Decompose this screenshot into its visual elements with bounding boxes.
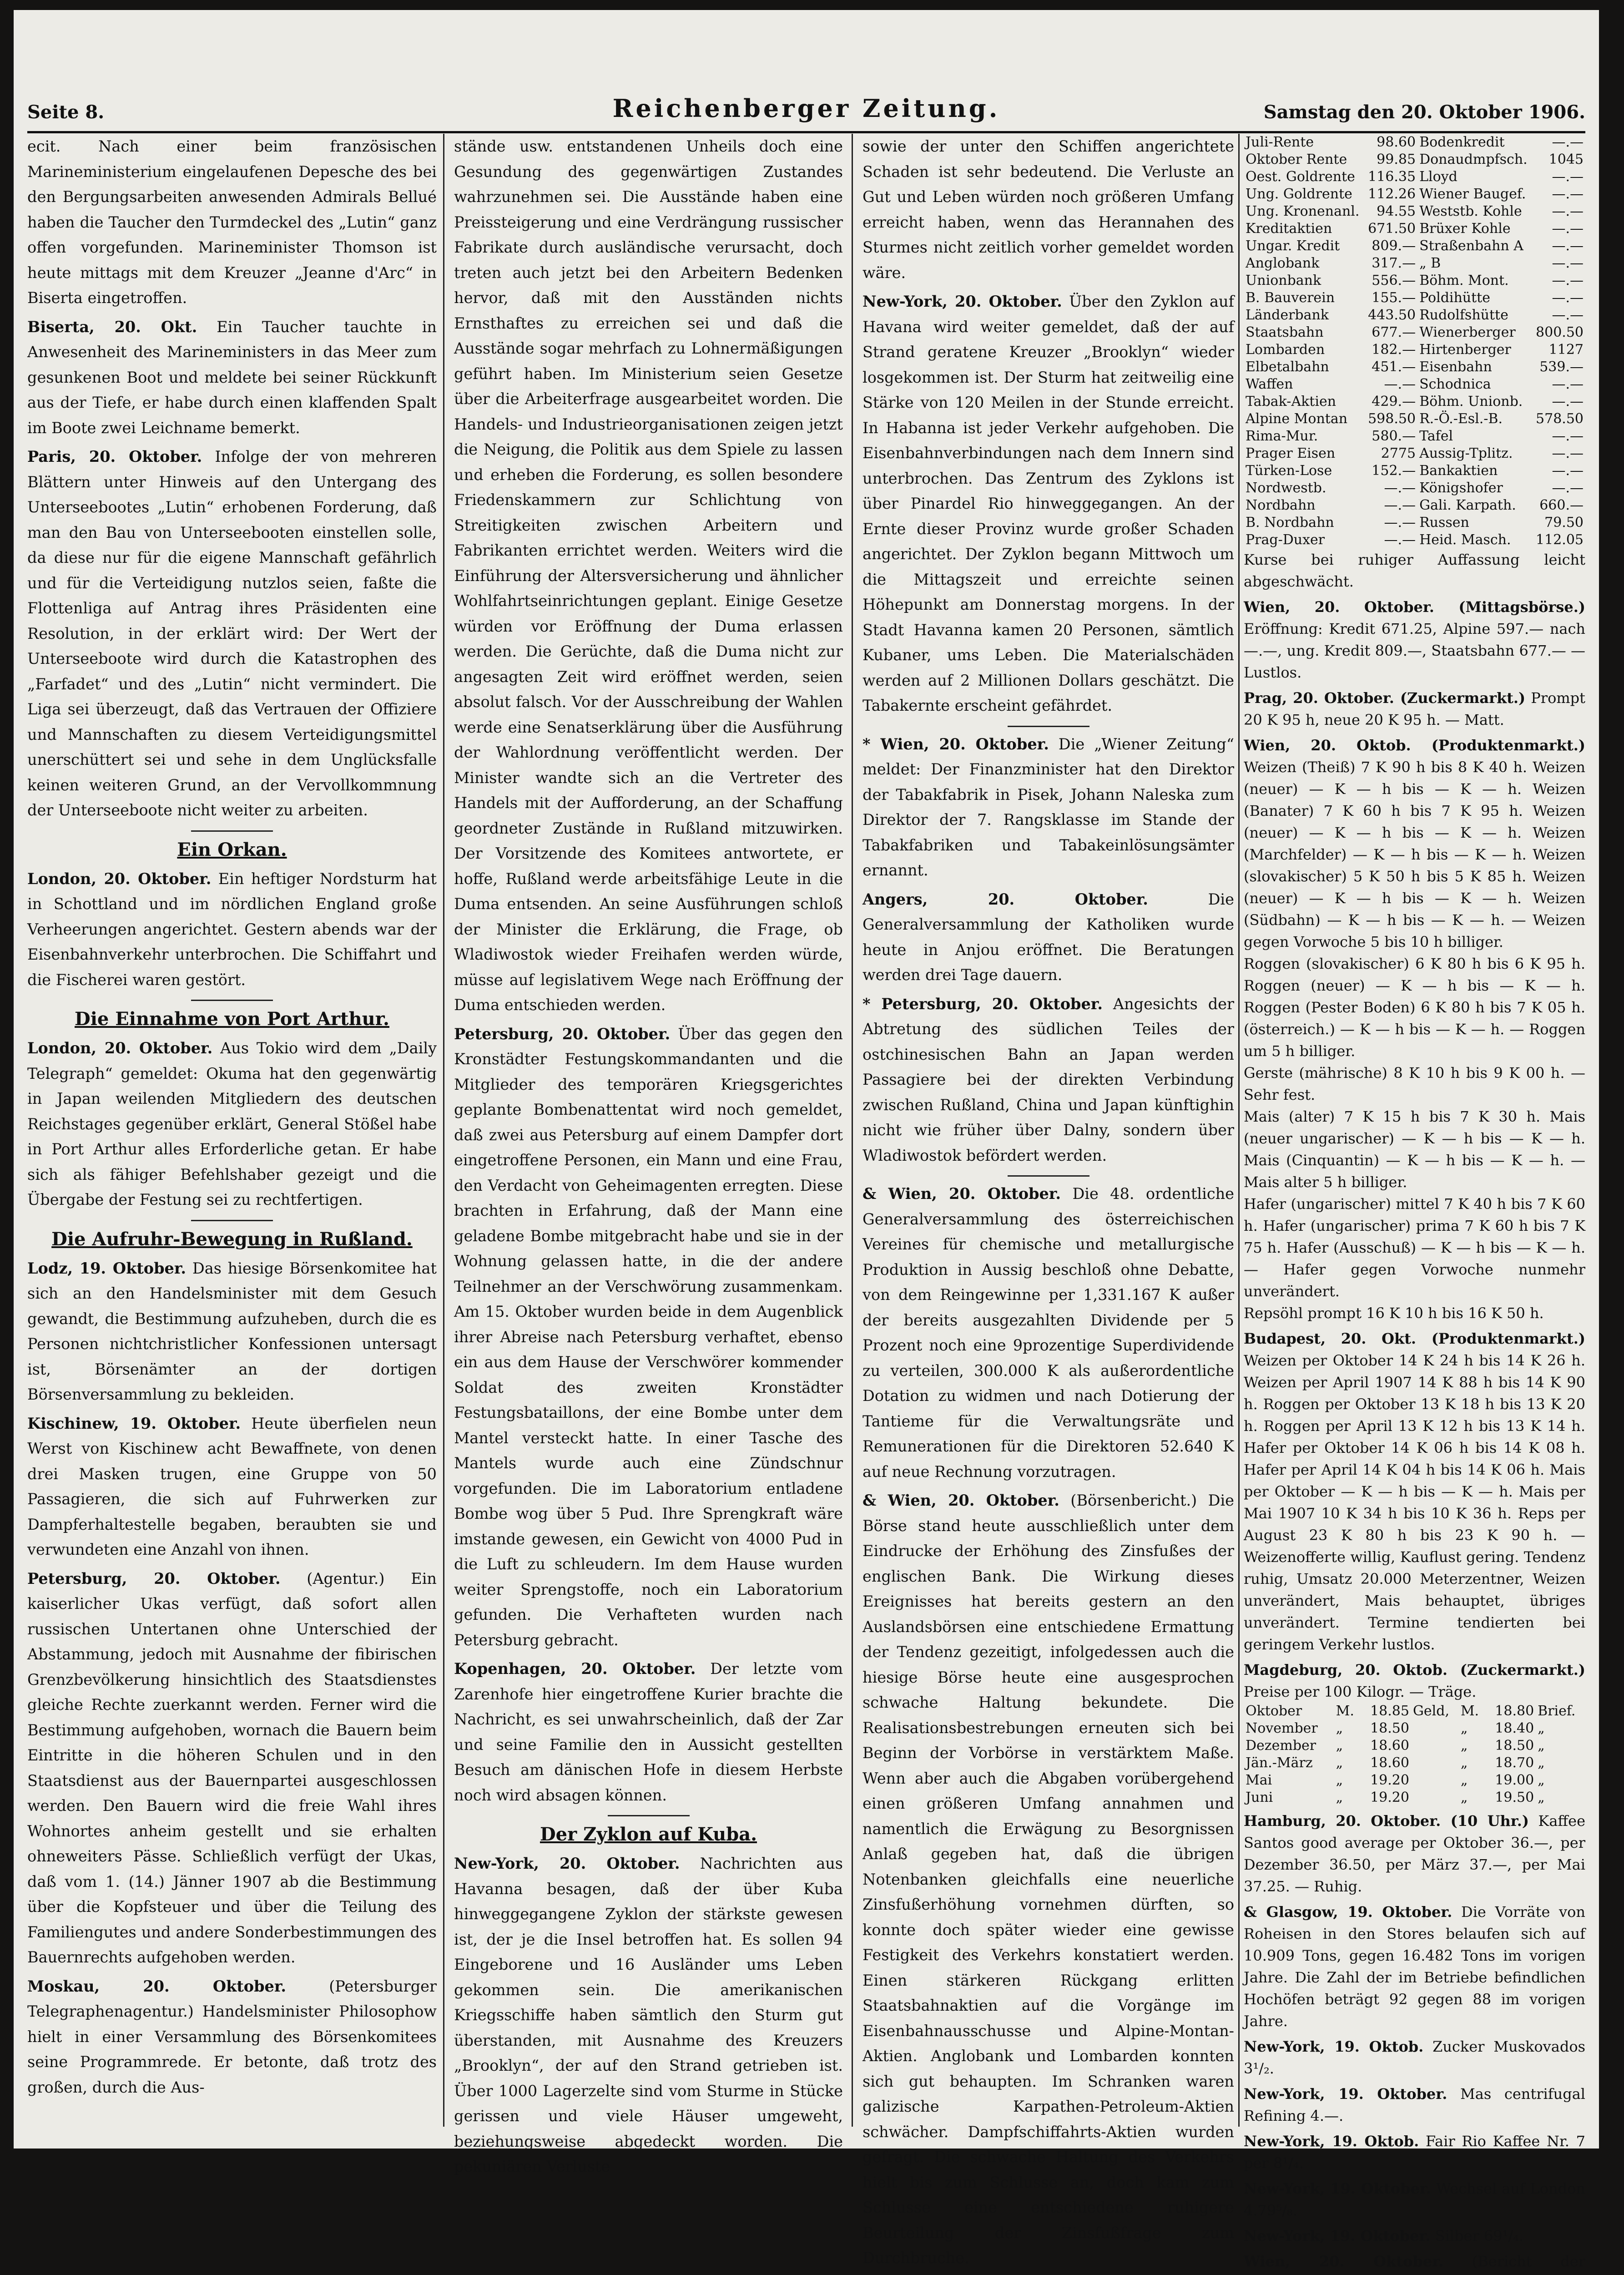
column-rule: [852, 134, 853, 2127]
table-cell: Unionbank: [1244, 272, 1365, 289]
table-row: [1244, 168, 1585, 186]
news-item: New-York, 20. Oktober. Nachrichten aus Havanna besagen, daß der über Kuba hinweggegangene Zyklon der stärkste gewesen ist, der je die Insel betroffen hat. Es sollen 94 Eingeborene und 16 Ausländer ums Leben gekommen sein. Die amerikanischen Kriegsschiffe haben sämtlich den Sturm gut überstanden, mit Ausnahme des Kreuzers „Brooklyn“, der auf den Strand getrieben ist. Über 1000 Lagerzelte sind vom Sturme in Stücke gerissen und viele Häuser umgeweht, beziehungsweise abgedeckt worden. Die pekuniären Verluste: [454, 1851, 843, 2179]
table-cell: Juni: [1244, 1789, 1334, 1806]
table-cell: Jän.-März: [1244, 1754, 1334, 1772]
table-row: [1244, 1789, 1585, 1806]
table-cell: 112.05: [1533, 531, 1585, 549]
table-cell: Geld,: [1411, 1703, 1459, 1720]
dateline: Moskau, 20. Oktober.: [27, 1977, 286, 1995]
table-cell: M.: [1459, 1703, 1485, 1720]
table-cell: Bodenkredit: [1417, 134, 1533, 151]
table-cell: 556.—: [1365, 272, 1417, 289]
column-rule: [443, 134, 444, 2127]
table-cell: R.-Ö.-Esl.-B.: [1417, 410, 1533, 428]
section-heading: Die Aufruhr-Bewegung in Rußland.: [27, 1227, 437, 1252]
separator: [191, 830, 273, 832]
table-cell: —.—: [1533, 480, 1585, 497]
news-item: London, 20. Oktober. Ein heftiger Nordsturm hat in Schottland und im nördlichen England große Verheerungen angerichtet. Gestern abends war der Eisenbahnverkehr unterbrochen. Die Schiffahrt und die Fischerei waren gestört.: [27, 866, 437, 993]
table-cell: —.—: [1533, 445, 1585, 462]
table-cell: Länderbank: [1244, 307, 1365, 324]
table-cell: 182.—: [1365, 341, 1417, 359]
table-cell: —.—: [1533, 289, 1585, 307]
table-cell: 429.—: [1365, 393, 1417, 410]
table-cell: „: [1536, 1754, 1585, 1772]
page-header: [27, 90, 1585, 133]
table-cell: 578.50: [1533, 410, 1585, 428]
separator: [191, 1220, 273, 1221]
article-paragraph: sowie der unter den Schiffen angerichtete Schaden ist sehr bedeutend. Die Verluste an Gut und Leben würden noch größeren Umfang erreicht haben, wenn das Herannahen des Sturmes nicht zeitlich vorher gemeldet worden wäre.: [862, 134, 1234, 285]
table-cell: Weststb. Kohle: [1417, 203, 1533, 220]
table-row: [1244, 272, 1585, 289]
issue-date: Samstag den 20. Oktober 1906.: [1264, 101, 1585, 123]
table-cell: 152.—: [1365, 462, 1417, 480]
table-row: [1244, 186, 1585, 203]
table-cell: 443.50: [1365, 307, 1417, 324]
dateline: London, 20. Oktober.: [27, 870, 211, 888]
table-row: [1244, 1703, 1585, 1720]
market-report: New-York, 19. Oktob. Zucker Muskovados 3¹/₂.: [1244, 2036, 1585, 2079]
table-cell: [1411, 1754, 1459, 1772]
table-row: [1244, 1754, 1585, 1772]
column-4: [1244, 134, 1585, 2127]
table-cell: Türken-Lose: [1244, 462, 1365, 480]
table-cell: Gali. Karpath.: [1417, 497, 1533, 514]
table-cell: —.—: [1365, 480, 1417, 497]
market-report: Roggen (slovakischer) 6 K 80 h bis 6 K 95 h. Roggen (neuer) — K — h bis — K — h. Roggen (Pester Boden) 6 K 80 h bis 7 K 05 h. (österreich.) — K — h bis — K — h. — Roggen um 5 h billiger.: [1244, 953, 1585, 1062]
table-cell: Oktober Rente: [1244, 151, 1365, 168]
article-paragraph: stände usw. entstandenen Unheils doch eine Gesundung des gegenwärtigen Zustandes wahrzunehmen sei. Die Ausstände haben eine Preissteigerung und eine Verdrängung russischer Fabrikate durch ausländische verursacht, doch treten auch jetzt bei den Arbeitern Bedenken hervor, daß mit den Ausständen nichts Ernsthaftes zu erreichen sei und daß die Ausstände sogar mehrfach zu Lohnermäßigungen geführt haben. Im Ministerium seien Gesetze über die Arbeiterfrage ausgearbeitet worden. Die Handels- und Industrieorganisationen zeigen jetzt die Neigung, die Politik aus dem Spiele zu lassen und erheben die Forderung, es sollen besondere Friedenskammern zur Schlichtung von Streitigkeiten zwischen Arbeitern und Fabrikanten errichtet werden. Weiters wird die Einführung der Altersversicherung und ähnlicher Wohlfahrtseinrichtungen geplant. Einige Gesetze würden vor Eröffnung der Duma erlassen werden. Die Gerüchte, daß die Duma nicht zur angesagten Zeit wird eröffnet werden, seien absolut falsch. Vor der Ausschreibung der Wahlen werde eine Senatserklärung über die Ausführung der Wahlordnung veröffentlicht werden. Der Minister wandte sich an die Vertreter des Handels mit der Aufforderung, an der Schaffung geordneter Zustände in Rußland mitzuwirken. Der Vorsitzende des Komitees antwortete, er hoffe, Rußland werde arbeitsfähige Leute in die Duma entsenden. An seine Ausführungen schloß der Minister die Erklärung, die Frage, ob Wladiwostok wieder Freihafen werden würde, müsse auf legislativem Wege nach Eröffnung der Duma entschieden werden.: [454, 134, 843, 1018]
dateline: New-York, 20. Oktober.: [862, 293, 1062, 310]
news-item: New-York, 20. Oktober. Über den Zyklon auf Havana wird weiter gemeldet, daß der auf Strand geratene Kreuzer „Brooklyn“ wieder losgekommen ist. Der Sturm hat zeitweilig eine Stärke von 120 Meilen in der Stunde erreicht. In Habanna ist jeder Verkehr aufgehoben. Die Eisenbahnverbindungen nach dem Innern sind unterbrochen. Das Zentrum des Zyklons ist über Pinardel Rio hinweggegangen. An der Ernte dieser Provinz wurde großer Schaden angerichtet. Der Zyklon begann Mittwoch um die Mittagszeit und erreichte seinen Höhepunkt am Donnerstag morgens. In der Stadt Havanna kamen 20 Personen, sämtlich Kubaner, ums Leben. Die Materialschäden werden auf 2 Millionen Dollars geschätzt. Die Tabakernte erscheint gefährdet.: [862, 289, 1234, 718]
table-cell: —.—: [1365, 497, 1417, 514]
dateline: Wien, 20. Oktober.: [1244, 2253, 1443, 2270]
table-row: [1244, 497, 1585, 514]
table-cell: Oest. Goldrente: [1244, 168, 1365, 186]
table-cell: Ung. Kronenanl.: [1244, 203, 1365, 220]
table-row: [1244, 1772, 1585, 1789]
table-row: [1244, 480, 1585, 497]
market-report: New-York, 19. Oktob. Fair Rio Kaffee Nr. 7 per 8¹/₄.: [1244, 2130, 1585, 2174]
newspaper-page: [14, 10, 1599, 2149]
table-cell: „: [1459, 1754, 1485, 1772]
table-cell: „: [1536, 1737, 1585, 1754]
dateline: Paris, 20. Oktober.: [27, 448, 202, 465]
table-cell: Brief.: [1536, 1703, 1585, 1720]
market-report: New-York, 19. Oktober. Wechsel auf London 4.79⁵/₈.: [1244, 2178, 1585, 2221]
table-cell: Nordwestb.: [1244, 480, 1365, 497]
dateline: * Wien, 20. Oktober.: [862, 735, 1049, 753]
table-row: [1244, 341, 1585, 359]
table-cell: „ B: [1417, 255, 1533, 272]
table-cell: Böhm. Mont.: [1417, 272, 1533, 289]
news-item: Paris, 20. Oktober. Infolge der von mehreren Blättern unter Hinweis auf den Untergang des Unterseebootes „Lutin“ erhobenen Forderung, daß man den Bau von Unterseebooten einstellen solle, da diese nur für die eigene Mannschaft gefährlich und für die Verteidigung nutzlos seien, faßte die Flottenliga auf Antrag ihres Präsidenten eine Resolution, in der erklärt wird: Der Wert der Unterseeboote wird durch die Katastrophen des „Farfadet“ und des „Lutin“ nicht vermindert. Die Liga sei überzeugt, daß das Vertrauen der Offiziere und Mannschaften zu diesem Verteidigungsmittel unerschüttert sei und sehe in dem Unglücksfalle keinen weiteren Grund, an der Vervollkommnung der Unterseeboote nicht weiter zu arbeiten.: [27, 444, 437, 823]
table-cell: 98.60: [1365, 134, 1417, 151]
table-row: [1244, 514, 1585, 531]
table-cell: 1127: [1533, 341, 1585, 359]
news-item: * Wien, 20. Oktober. Die „Wiener Zeitung“ meldet: Der Finanzminister hat den Direktor der Tabakfabrik in Pisek, Johann Naleska zum Direktor der 7. Rangsklasse im Stande der Tabakfabriken und Tabakeinlösungsämter ernannt.: [862, 732, 1234, 883]
market-report: Gerste (mährische) 8 K 10 h bis 9 K 00 h. — Sehr fest.: [1244, 1062, 1585, 1106]
table-cell: Tafel: [1417, 428, 1533, 445]
table-cell: „: [1334, 1772, 1360, 1789]
section-heading: Die Einnahme von Port Arthur.: [27, 1006, 437, 1032]
stock-quote-table: [1244, 134, 1585, 549]
dateline: New-York, 19. Oktob.: [1244, 2133, 1419, 2150]
table-row: [1244, 445, 1585, 462]
dateline: New-York, 19. Oktober.: [1244, 2180, 1431, 2197]
news-item: Biserta, 20. Okt. Ein Taucher tauchte in Anwesenheit des Marineministers in das Meer zum gesunkenen Boot und meldete bei seiner Rückkunft aus der Tiefe, er habe durch einen klaffenden Spalt im Boote zwei Leichname bemerkt.: [27, 314, 437, 441]
table-cell: 18.50: [1485, 1737, 1536, 1754]
table-cell: „: [1459, 1772, 1485, 1789]
news-item: London, 20. Oktober. Aus Tokio wird dem „Daily Telegraph“ gemeldet: Okuma hat den gegenwärtig in Japan weilenden Mitgliedern des deutschen Reichstages gegenüber erklärt, General Stößel habe in Port Arthur alles Erforderliche getan. Er habe sich als fähiger Befehlshaber gezeigt und die Übergabe der Festung sei zu rechtfertigen.: [27, 1036, 437, 1213]
table-cell: Tabak-Aktien: [1244, 393, 1365, 410]
table-cell: —.—: [1533, 272, 1585, 289]
news-item: & Wien, 20. Oktober. (Börsenbericht.) Die Börse stand heute ausschließlich unter dem Eindrucke der Erhöhung des Zinsfußes der englischen Bank. Die Wirkung dieses Ereignisses hat bereits gestern an den Auslandsbörsen eine entschiedene Ermattung der Tendenz gezeitigt, infolgedessen auch die hiesige Börse heute eine ausgesprochen schwache Haltung bekundete. Die Realisationsbestrebungen erneuten sich bei Beginn der Vorbörse in verstärktem Maße. Wenn aber auch die Abgaben vorübergehend einen größeren Umfang annahmen und namentlich die Erwägung zu Besorgnissen Anlaß gegeben hat, daß die übrigen Notenbanken gleichfalls eine neuerliche Zinsfußerhöhung vornehmen dürften, so konnte doch später wieder eine gewisse Festigkeit des Verkehrs konstatiert werden. Einen stärkeren Rückgang erlitten Staatsbahnaktien auf die Vorgänge im Eisenbahnausschusse und Alpine-Montan-Aktien. Anglobank und Lombarden konnten sich gut behaupten. Im Schranken waren galizische Karpathen-Petroleum-Aktien schwächer. Dampfschiffahrts-Aktien wurden gefragt. Die schwache Haltung des Verkehrs hielt bis zum Schlusse an, doch kam zum Schlusse eine entschiedene ruhigere Beurteilung der Zinsfußfrage zum Durchbruche.: [862, 1488, 1234, 2271]
market-report: Prag, 20. Oktober. (Zuckermarkt.) Prompt 20 K 95 h, neue 20 K 95 h. — Matt.: [1244, 687, 1585, 731]
dateline: Biserta, 20. Okt.: [27, 318, 197, 336]
market-report: Magdeburg, 20. Oktob. (Zuckermarkt.) Preise per 100 Kilogr. — Träge.: [1244, 1659, 1585, 1703]
table-row: [1244, 307, 1585, 324]
table-cell: 800.50: [1533, 324, 1585, 341]
market-report: Repsöhl prompt 16 K 10 h bis 16 K 50 h.: [1244, 1302, 1585, 1324]
dateline: Prag, 20. Oktober. (Zuckermarkt.): [1244, 689, 1525, 707]
table-cell: „: [1334, 1720, 1360, 1737]
separator: [191, 1000, 273, 1001]
market-note: Kurse bei ruhiger Auffassung leicht abgeschwächt.: [1244, 549, 1585, 592]
page-number: Seite 8.: [27, 101, 104, 123]
dateline: New-York, 19. Oktob.: [1244, 2038, 1423, 2055]
table-cell: 18.50: [1360, 1720, 1411, 1737]
table-cell: 317.—: [1365, 255, 1417, 272]
table-cell: Wiener Baugef.: [1417, 186, 1533, 203]
news-item: Angers, 20. Oktober. Die Generalversammlung der Katholiken wurde heute in Anjou eröffnet. Die Beratungen werden drei Tage dauern.: [862, 887, 1234, 988]
table-cell: —.—: [1533, 168, 1585, 186]
sugar-price-table: [1244, 1703, 1585, 1806]
dateline: Kischinew, 19. Oktober.: [27, 1415, 241, 1432]
table-cell: Dezember: [1244, 1737, 1334, 1754]
table-cell: Aussig-Tplitz.: [1417, 445, 1533, 462]
table-cell: 112.26: [1365, 186, 1417, 203]
market-report: New-York, 19. Oktober. Mas centrifugal Refining 4.—.: [1244, 2083, 1585, 2127]
table-row: [1244, 324, 1585, 341]
table-cell: —.—: [1533, 255, 1585, 272]
news-item: Moskau, 20. Oktober. (Petersburger Telegraphenagentur.) Handelsminister Philosophow hielt in einer Versammlung des Börsenkomitees seine Programmrede. Er betonte, daß trotz des großen, durch die Aus-: [27, 1974, 437, 2100]
table-row: [1244, 1737, 1585, 1754]
table-cell: 2775: [1365, 445, 1417, 462]
dateline: New-York, 19. Oktober.: [1244, 2227, 1430, 2245]
table-cell: Nordbahn: [1244, 497, 1365, 514]
table-cell: Poldihütte: [1417, 289, 1533, 307]
table-row: [1244, 134, 1585, 151]
market-report: Budapest, 20. Okt. (Produktenmarkt.) Weizen per Oktober 14 K 24 h bis 14 K 26 h. Weizen per April 1907 14 K 88 h bis 14 K 90 h. Roggen per Oktober 13 K 18 h bis 13 K 20 h. Roggen per April 13 K 12 h bis 13 K 14 h. Hafer per Oktober 14 K 06 h bis 14 K 08 h. Hafer per April 14 K 04 h bis 14 K 06 h. Mais per Oktober — K — h bis — K — h. Mais per Mai 1907 10 K 34 h bis 10 K 36 h. Reps per August 23 K 80 h bis 23 K 90 h. — Weizenofferte willig, Kauflust gering. Tendenz ruhig, Umsatz 20.000 Meterzentner, Weizen unverändert, Mais behauptet, übriges unverändert. Termine tendierten bei geringem Verkehr lustlos.: [1244, 1328, 1585, 1655]
table-cell: „: [1459, 1720, 1485, 1737]
table-cell: —.—: [1533, 462, 1585, 480]
dateline: Angers, 20. Oktober.: [862, 890, 1148, 908]
table-cell: „: [1536, 1772, 1585, 1789]
table-cell: Prag-Duxer: [1244, 531, 1365, 549]
table-cell: „: [1459, 1737, 1485, 1754]
table-cell: Anglobank: [1244, 255, 1365, 272]
table-cell: Mai: [1244, 1772, 1334, 1789]
dateline: Petersburg, 20. Oktober.: [27, 1570, 280, 1587]
dateline: Magdeburg, 20. Oktob. (Zuckermarkt.): [1244, 1661, 1585, 1678]
table-cell: 79.50: [1533, 514, 1585, 531]
table-cell: Eisenbahn: [1417, 359, 1533, 376]
table-cell: „: [1334, 1754, 1360, 1772]
table-cell: 677.—: [1365, 324, 1417, 341]
news-item: Kopenhagen, 20. Oktober. Der letzte vom Zarenhofe hier eingetroffene Kurier brachte die Nachricht, es sei unwahrscheinlich, daß der Zar und seine Familie den in Aussicht gestellten Besuch am dänischen Hofe in diesem Herbste noch wird absagen können.: [454, 1656, 843, 1808]
table-cell: [1411, 1737, 1459, 1754]
table-cell: 1045: [1533, 151, 1585, 168]
dateline: London, 20. Oktober.: [27, 1039, 212, 1057]
dateline: Kopenhagen, 20. Oktober.: [454, 1660, 696, 1678]
table-cell: Kreditaktien: [1244, 220, 1365, 238]
news-item: Petersburg, 20. Oktober. Über das gegen den Kronstädter Festungskommandanten und die Mitglieder des temporären Kriegsgerichtes geplante Bombenattentat wird noch gemeldet, daß zwei aus Petersburg auf einem Dampfer dort eingetroffene Personen, ein Mann und eine Frau, den Verdacht von Geheimagenten erregten. Diese brachten in Erfahrung, daß der Mann eine geladene Bombe mitgebracht habe und sie in der Wohnung gelassen hatte, in die der andere Teilnehmer an der Verschwörung zusammenkam. Am 15. Oktober wurden beide in dem Augenblick ihrer Abreise nach Petersburg verhaftet, ebenso ein aus dem Hause der Verschwörer kommender Soldat des zweiten Kronstädter Festungsbataillons, der eine Bombe unter dem Mantel versteckt hatte. In einer Tasche des Mantels wurde auch eine Zündschnur vorgefunden. Die im Laboratorium entladene Bombe wog über 5 Pud. Ihre Sprengkraft wäre imstande gewesen, ein Gewicht von 4000 Pud in die Luft zu schleudern. Im dem Hause wurden weiter Sprengstoffe, noch ein Laboratorium gefunden. Die Verhafteten wurden nach Petersburg gebracht.: [454, 1021, 843, 1653]
table-row: [1244, 238, 1585, 255]
dateline: & Wien, 20. Oktober.: [862, 1185, 1061, 1203]
table-cell: 809.—: [1365, 238, 1417, 255]
table-row: [1244, 428, 1585, 445]
table-row: [1244, 151, 1585, 168]
table-cell: Schodnica: [1417, 376, 1533, 393]
section-heading: Ein Orkan.: [27, 837, 437, 863]
column-1: [27, 134, 437, 2127]
table-cell: Heid. Masch.: [1417, 531, 1533, 549]
table-cell: 18.80: [1485, 1703, 1536, 1720]
table-cell: Königshofer: [1417, 480, 1533, 497]
table-cell: B. Nordbahn: [1244, 514, 1365, 531]
table-cell: —.—: [1533, 428, 1585, 445]
table-row: [1244, 531, 1585, 549]
table-cell: [1411, 1772, 1459, 1789]
table-cell: Staatsbahn: [1244, 324, 1365, 341]
table-cell: 116.35: [1365, 168, 1417, 186]
column-3: [862, 134, 1234, 2127]
market-report: Wien, 20. Oktober. (Mittagsbörse.) Eröffnung: Kredit 671.25, Alpine 597.— nach —.—, ung. Kredit 809.—, Staatsbahn 677.— — Lustlos.: [1244, 596, 1585, 683]
dateline: New-York, 20. Oktober.: [454, 1855, 680, 1872]
table-cell: —.—: [1533, 393, 1585, 410]
dateline: Budapest, 20. Okt. (Produktenmarkt.): [1244, 1330, 1585, 1347]
table-cell: Donaudmpfsch.: [1417, 151, 1533, 168]
table-cell: 18.60: [1360, 1737, 1411, 1754]
table-cell: 598.50: [1365, 410, 1417, 428]
dateline: New-York, 19. Oktober.: [1244, 2085, 1447, 2103]
column-rule: [1238, 134, 1240, 2127]
separator: [608, 1815, 690, 1816]
table-cell: [1411, 1789, 1459, 1806]
table-cell: Juli-Rente: [1244, 134, 1365, 151]
table-cell: „: [1536, 1720, 1585, 1737]
dateline: Wien, 20. Oktober. (Mittagsbörse.): [1244, 598, 1585, 616]
table-row: [1244, 289, 1585, 307]
market-report: New-York, 19. Oktober. Silber 69¹/₄.: [1244, 2225, 1585, 2247]
separator: [1008, 726, 1089, 727]
market-report: Hafer (ungarischer) mittel 7 K 40 h bis 7 K 60 h. Hafer (ungarischer) prima 7 K 60 h bis 7 K 75 h. Hafer (Ausschuß) — K — h bis — K — h. — Hafer gegen Vorwoche nunmehr unverändert.: [1244, 1193, 1585, 1302]
table-cell: Lloyd: [1417, 168, 1533, 186]
table-cell: 19.20: [1360, 1772, 1411, 1789]
table-cell: Oktober: [1244, 1703, 1334, 1720]
table-cell: Russen: [1417, 514, 1533, 531]
table-cell: Straßenbahn A: [1417, 238, 1533, 255]
table-cell: Wienerberger: [1417, 324, 1533, 341]
masthead-title: Reichenberger Zeitung.: [27, 94, 1585, 123]
table-row: [1244, 393, 1585, 410]
dateline: * Petersburg, 20. Oktober.: [862, 995, 1103, 1013]
table-row: [1244, 203, 1585, 220]
table-row: [1244, 462, 1585, 480]
news-item: Lodz, 19. Oktober. Das hiesige Börsenkomitee hat sich an den Handelsminister mit dem Gesuch gewandt, die Bestimmung aufzuheben, durch die es Personen nichtchristlicher Konfessionen untersagt ist, Börsenämter an der dortigen Börsenversammlung zu bekleiden.: [27, 1256, 437, 1407]
table-cell: 539.—: [1533, 359, 1585, 376]
table-cell: „: [1459, 1789, 1485, 1806]
table-cell: „: [1334, 1737, 1360, 1754]
table-cell: Rudolfshütte: [1417, 307, 1533, 324]
table-cell: —.—: [1365, 514, 1417, 531]
table-cell: 99.85: [1365, 151, 1417, 168]
table-cell: —.—: [1533, 307, 1585, 324]
section-heading: Der Zyklon auf Kuba.: [454, 1822, 843, 1847]
table-row: [1244, 410, 1585, 428]
table-row: [1244, 220, 1585, 238]
market-report: Wien, 20. Oktob. (Produktenmarkt.) Weizen (Theiß) 7 K 90 h bis 8 K 40 h. Weizen (neuer) — K — h bis — K — h. Weizen (Banater) 7 K 60 h bis 7 K 95 h. Weizen (neuer) — K — h bis — K — h. Weizen (Marchfelder) — K — h bis — K — h. Weizen (slovakischer) 5 K 50 h bis 5 K 85 h. Weizen (neuer) — K — h bis — K — h. Weizen (Südbahn) — K — h bis — K — h. — Weizen gegen Vorwoche 5 bis 10 h billiger.: [1244, 734, 1585, 953]
table-cell: November: [1244, 1720, 1334, 1737]
dateline: Hamburg, 20. Oktober. (10 Uhr.): [1244, 1812, 1529, 1830]
table-cell: 19.00: [1485, 1772, 1536, 1789]
table-cell: Ungar. Kredit: [1244, 238, 1365, 255]
table-cell: Böhm. Unionb.: [1417, 393, 1533, 410]
table-cell: 671.50: [1365, 220, 1417, 238]
dateline: & Wien, 20. Oktober.: [862, 1491, 1059, 1509]
news-item: Kischinew, 19. Oktober. Heute überfielen neun Werst von Kischinew acht Bewaffnete, von denen drei Masken trugen, eine Gruppe von 50 Passagieren, die sich auf Fuhrwerken zur Dampferhaltestelle begaben, beraubten sie und verwundeten eine Anzahl von ihnen.: [27, 1411, 437, 1562]
table-cell: Bankaktien: [1417, 462, 1533, 480]
table-cell: 18.85: [1360, 1703, 1411, 1720]
table-cell: —.—: [1365, 531, 1417, 549]
table-cell: Hirtenberger: [1417, 341, 1533, 359]
table-row: [1244, 359, 1585, 376]
table-cell: 18.70: [1485, 1754, 1536, 1772]
table-cell: 660.—: [1533, 497, 1585, 514]
table-cell: 451.—: [1365, 359, 1417, 376]
table-cell: —.—: [1533, 238, 1585, 255]
table-cell: Prager Eisen: [1244, 445, 1365, 462]
dateline: & Glasgow, 19. Oktober.: [1244, 1903, 1452, 1921]
article-paragraph: ecit. Nach einer beim französischen Marineministerium eingelaufenen Depesche des bei den Bergungsarbeiten anwesenden Admirals Bellué haben die Taucher den Turmdeckel des „Lutin“ ganz offen vorgefunden. Marineminister Thomson ist heute mittags mit dem Kreuzer „Jeanne d'Arc“ in Biserta eingetroffen.: [27, 134, 437, 311]
table-cell: Elbetalbahn: [1244, 359, 1365, 376]
market-report: Mais (alter) 7 K 15 h bis 7 K 30 h. Mais (neuer ungarischer) — K — h bis — K — h. Mais (Cinquantin) — K — h bis — K — h. — Mais alter 5 h billiger.: [1244, 1106, 1585, 1193]
table-cell: 155.—: [1365, 289, 1417, 307]
table-cell: —.—: [1533, 203, 1585, 220]
table-cell: —.—: [1533, 134, 1585, 151]
table-cell: M.: [1334, 1703, 1360, 1720]
table-cell: Alpine Montan: [1244, 410, 1365, 428]
table-cell: 19.50: [1485, 1789, 1536, 1806]
news-item: & Wien, 20. Oktober. Die 48. ordentliche Generalversammlung des österreichischen Vereines für chemische und metallurgische Produktion in Aussig beschloß ohne Debatte, von dem Reingewinne per 1,331.167 K außer der bereits ausgezahlten Dividende per 5 Prozent noch eine 9prozentige Superdividende zu verteilen, 300.000 K als außerordentliche Dotation zu widmen und nach Dotierung der Tantieme für die Verwaltungsräte und Remunerationen für die Direktoren 52.640 K auf neue Rechnung vorzutragen.: [862, 1181, 1234, 1484]
market-report: Wien, 20. Oktober. (Bericht der: [1244, 2250, 1585, 2275]
table-cell: Rima-Mur.: [1244, 428, 1365, 445]
table-cell: 19.20: [1360, 1789, 1411, 1806]
dateline: Lodz, 19. Oktober.: [27, 1259, 186, 1277]
table-row: [1244, 255, 1585, 272]
separator: [1008, 1175, 1089, 1177]
dateline: Wien, 20. Oktob. (Produktenmarkt.): [1244, 737, 1585, 754]
table-cell: —.—: [1533, 376, 1585, 393]
news-item: Petersburg, 20. Oktober. (Agentur.) Ein kaiserlicher Ukas verfügt, daß sofort allen russischen Untertanen ohne Unterschied der Abstammung, jedoch mit Ausnahme der fibirischen Grenzbevölkerung hinsichtlich des Staatsdienstes gleiche Rechte zuerkannt werden. Ferner wird die Bestimmung aufgehoben, wornach die Bauern beim Eintritte in die höheren Schulen und in den Staatsdienst aus der Bauernpartei ausgeschlossen werden. Den Bauern wird die freie Wahl ihres Wohnortes anheim gestellt und sie erhalten ohneweiters Pässe. Schließlich verfügt der Ukas, daß vom 1. (14.) Jänner 1907 ab die Bestimmung über die Kopfsteuer und über die Teilung des Familiengutes und andere Sonderbestimmungen des Bauernrechts aufgehoben werden.: [27, 1566, 437, 1970]
table-cell: Brüxer Kohle: [1417, 220, 1533, 238]
market-report: & Glasgow, 19. Oktober. Die Vorräte von Roheisen in den Stores belaufen sich auf 10.909 Tons, gegen 16.482 Tons im vorigen Jahre. Die Zahl der im Betriebe befindlichen Hochöfen beträgt 92 gegen 88 im vorigen Jahre.: [1244, 1901, 1585, 2032]
table-cell: Waffen: [1244, 376, 1365, 393]
dateline: Petersburg, 20. Oktober.: [454, 1025, 670, 1043]
table-cell: Lombarden: [1244, 341, 1365, 359]
table-cell: —.—: [1533, 186, 1585, 203]
column-2: [454, 134, 843, 2127]
table-cell: „: [1536, 1789, 1585, 1806]
news-item: * Petersburg, 20. Oktober. Angesichts der Abtretung des südlichen Teiles der ostchinesischen Bahn an Japan werden Passagiere bei der direkten Verbindung zwischen Rußland, China und Japan künftighin nicht wie früher über Dalny, sondern über Wladiwostok befördert werden.: [862, 991, 1234, 1168]
table-cell: —.—: [1533, 220, 1585, 238]
table-row: [1244, 376, 1585, 393]
table-cell: —.—: [1365, 376, 1417, 393]
table-cell: B. Bauverein: [1244, 289, 1365, 307]
table-row: [1244, 1720, 1585, 1737]
table-cell: 18.40: [1485, 1720, 1536, 1737]
table-cell: „: [1334, 1789, 1360, 1806]
table-cell: 94.55: [1365, 203, 1417, 220]
table-cell: [1411, 1720, 1459, 1737]
table-cell: Ung. Goldrente: [1244, 186, 1365, 203]
table-cell: 18.60: [1360, 1754, 1411, 1772]
market-report: Hamburg, 20. Oktober. (10 Uhr.) Kaffee Santos good average per Oktober 36.—, per Dezember 36.50, per März 37.—, per Mai 37.25. — Ruhig.: [1244, 1810, 1585, 1897]
table-cell: 580.—: [1365, 428, 1417, 445]
